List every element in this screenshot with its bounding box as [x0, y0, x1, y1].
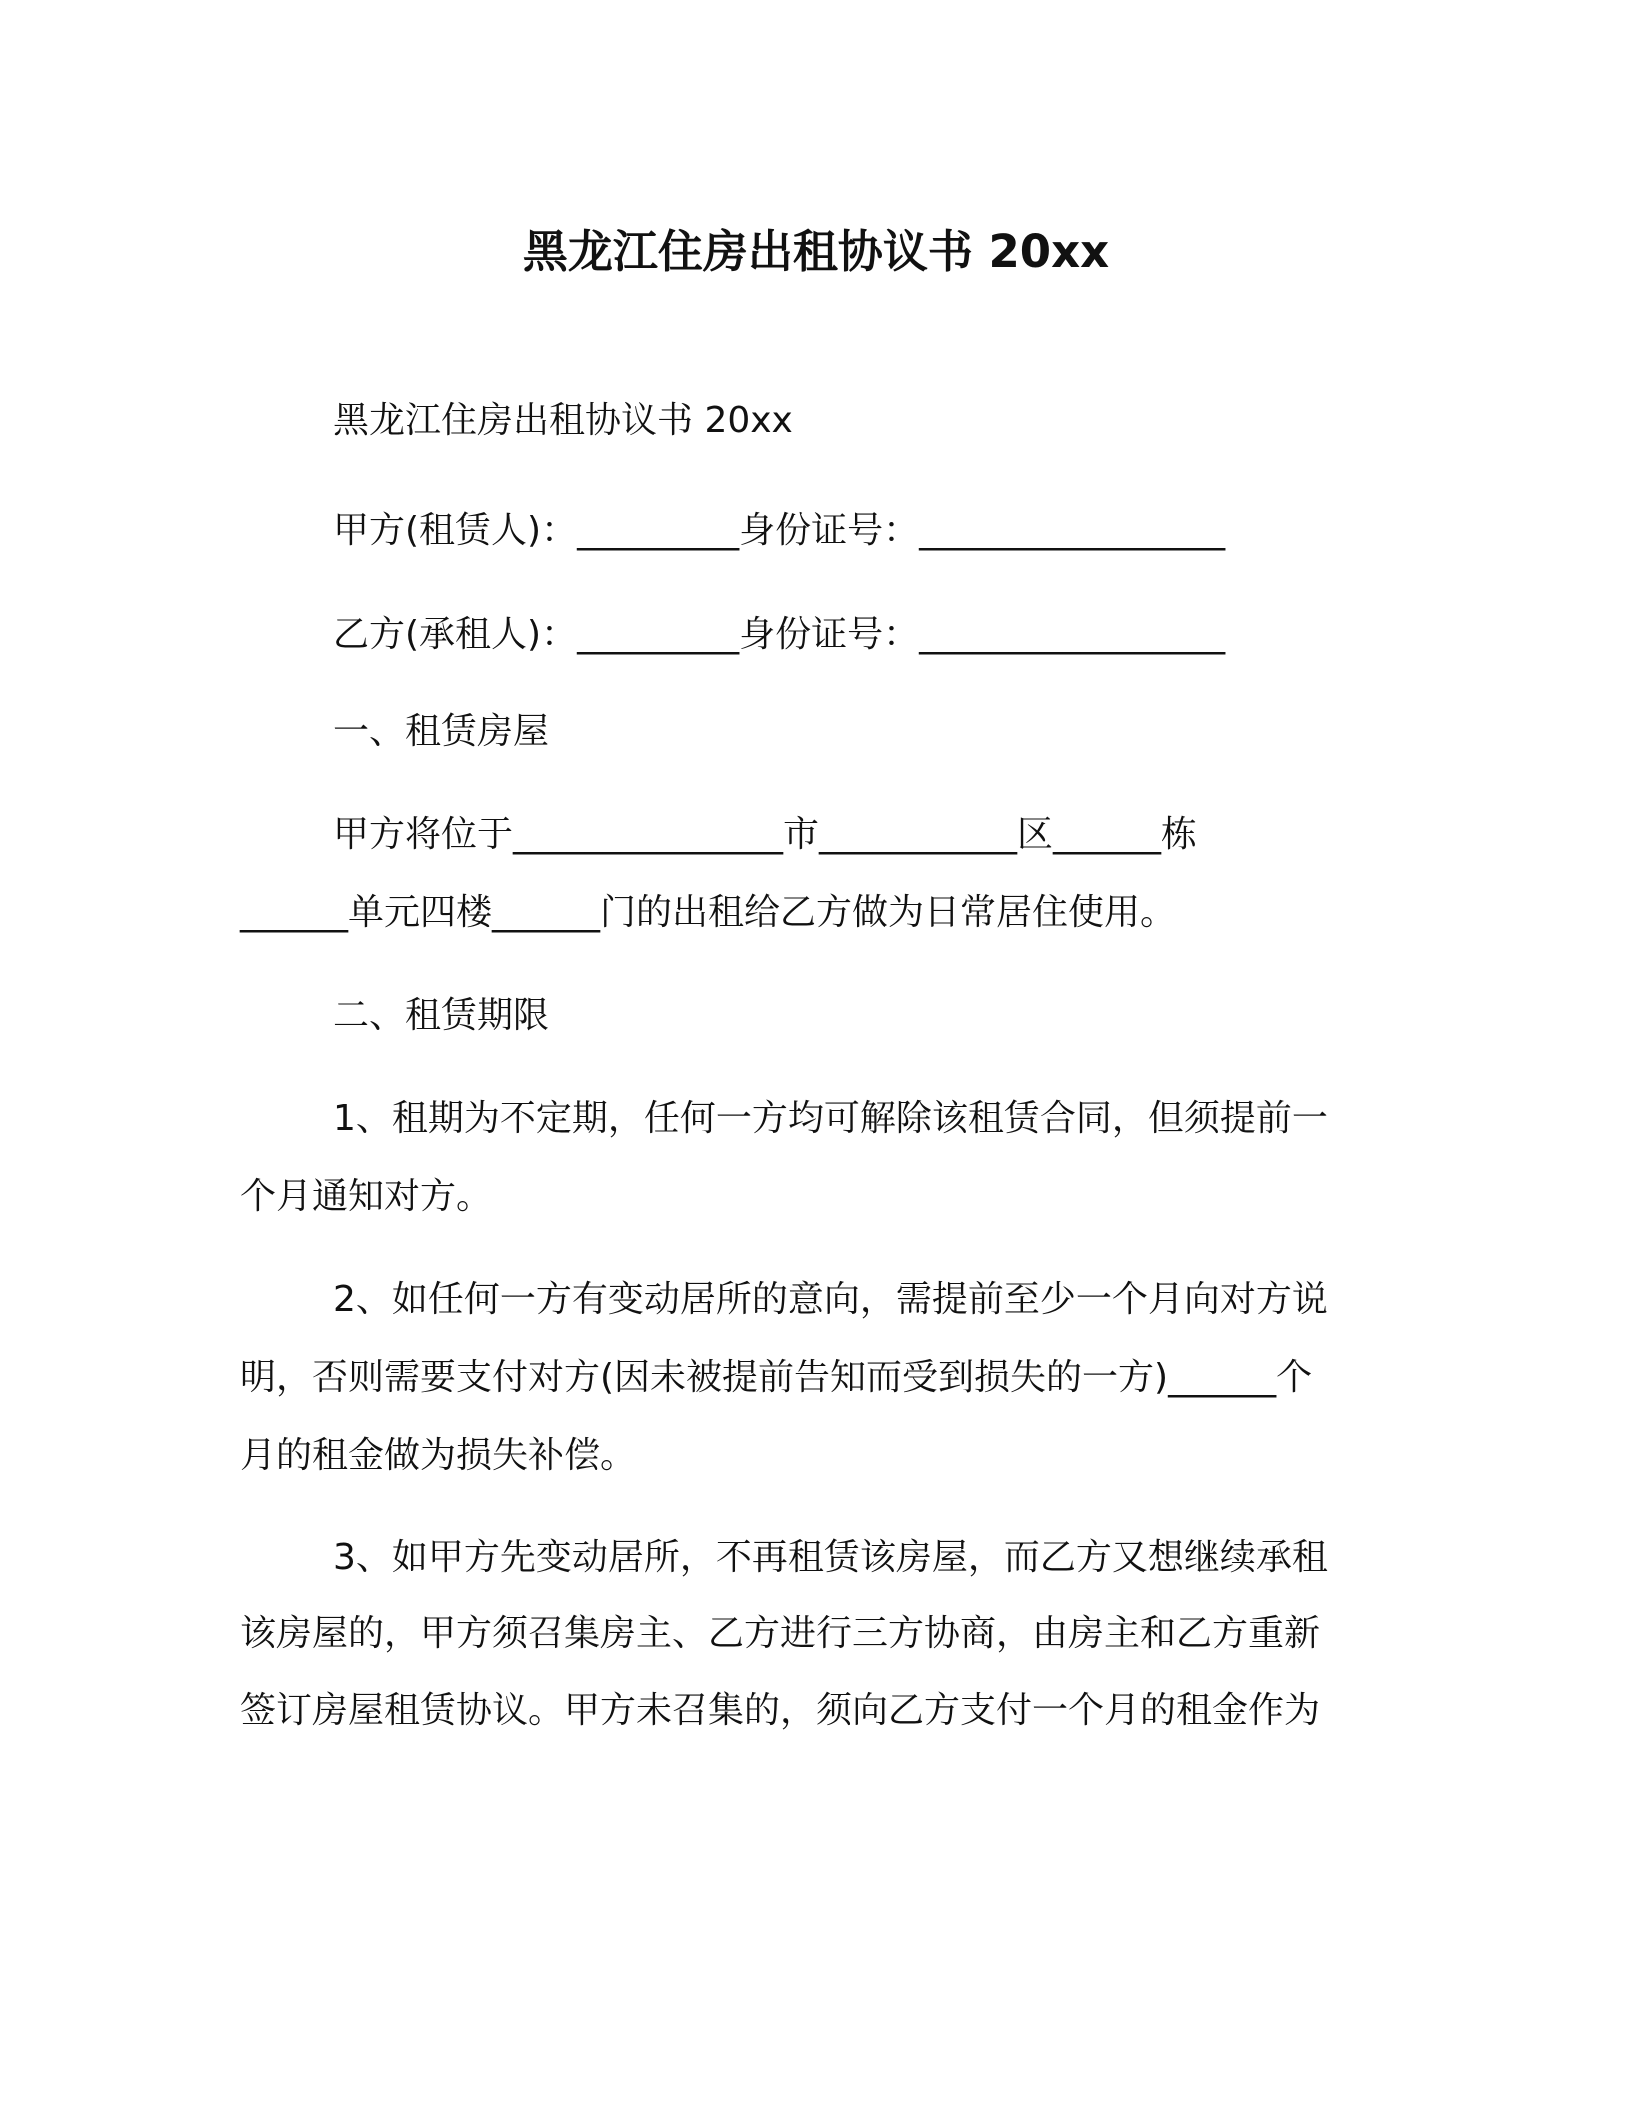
body-line: 月的租金做为损失补偿。	[240, 1435, 637, 1476]
party-b-line: 乙方(承租人)：_________身份证号：_________________	[333, 614, 1226, 655]
section-heading-rental-period: 二、租赁期限	[333, 995, 550, 1036]
section-heading-rental-property: 一、租赁房屋	[333, 711, 550, 752]
body-line: ______单元四楼______门的出租给乙方做为日常居住使用。	[240, 892, 1177, 933]
body-line: 明，否则需要支付对方(因未被提前告知而受到损失的一方)______个	[240, 1357, 1313, 1398]
body-line: 该房屋的，甲方须召集房主、乙方进行三方协商，由房主和乙方重新	[240, 1613, 1321, 1654]
body-line: 个月通知对方。	[240, 1176, 493, 1217]
document-title: 黑龙江住房出租协议书 20xx	[522, 225, 1110, 278]
body-line: 签订房屋租赁协议。甲方未召集的，须向乙方支付一个月的租金作为	[240, 1690, 1321, 1731]
body-line: 3、如甲方先变动居所，不再租赁该房屋，而乙方又想继续承租	[333, 1537, 1328, 1578]
party-a-line: 甲方(租赁人)：_________身份证号：_________________	[333, 510, 1226, 551]
body-line: 甲方将位于_______________市___________区______栋	[333, 814, 1198, 855]
body-line: 1、租期为不定期，任何一方均可解除该租赁合同，但须提前一	[333, 1098, 1328, 1139]
subtitle-line: 黑龙江住房出租协议书 20xx	[333, 400, 793, 441]
body-line: 2、如任何一方有变动居所的意向，需提前至少一个月向对方说	[333, 1279, 1328, 1320]
